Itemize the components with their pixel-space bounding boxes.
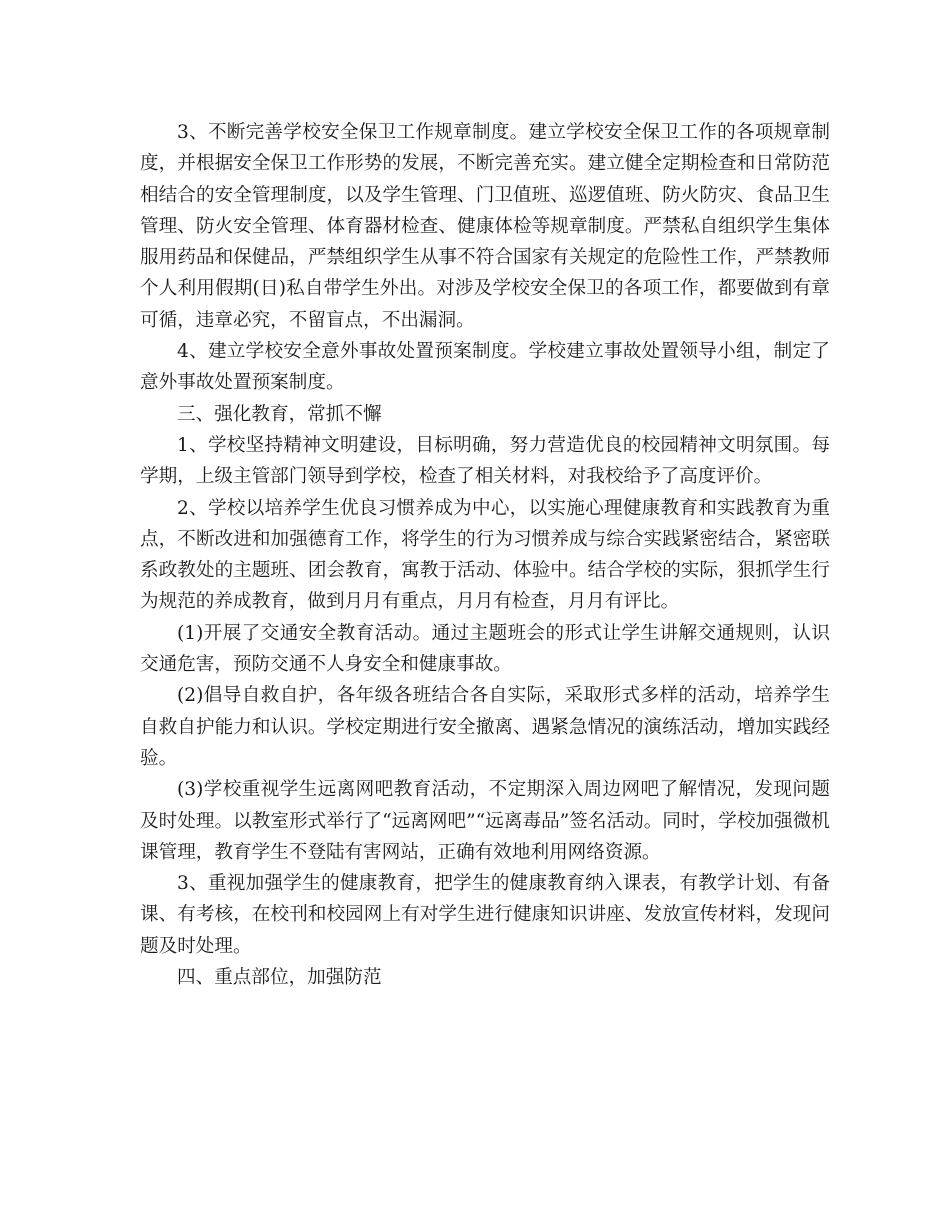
section-heading-education: 三、强化教育，常抓不懈 bbox=[177, 403, 382, 425]
paragraph-traffic-safety: (1)开展了交通安全教育活动。通过主题班会的形式让学生讲解交通规则，认识交通危害，预防交通不人身安全和健康事故。 bbox=[140, 622, 830, 676]
paragraph-accident-plan: 4、建立学校安全意外事故处置预案制度。学校建立事故处置领导小组，制定了意外事故处置预案制度。 bbox=[140, 341, 830, 394]
paragraph-internet-cafe: (3)学校重视学生远离网吧教育活动，不定期深入周边网吧了解情况，发现问题及时处理。以教室形式举行了“远离网吧”“远离毒品”签名活动。同时，学校加强微机课管理，教育学生不登陆有害网站，正确有效地利用网络资源。 bbox=[140, 779, 830, 863]
paragraph-health-education: 3、重视加强学生的健康教育，把学生的健康教育纳入课表，有教学计划、有备课、有考核，在校刊和校园网上有对学生进行健康知识讲座、发放宣传材料，发现问题及时处理。 bbox=[140, 873, 830, 957]
paragraph-rules-improvement: 3、不断完善学校安全保卫工作规章制度。建立学校安全保卫工作的各项规章制度，并根据安全保卫工作形势的发展，不断完善充实。建立健全定期检查和日常防范相结合的安全管理制度，以及学生管理、门卫值班、巡逻值班、防火防灾、食品卫生管理、防火安全管理、体育器材检查、健康体检等规章制度。严禁私自组织学生集体服用药品和保健品，严禁组织学生从事不符合国家有关规定的危险性工作，严禁教师个人利用假期(日)私自带学生外出。对涉及学校安全保卫的各项工作，都要做到有章可循，违章必究，不留盲点，不出漏洞。 bbox=[140, 122, 830, 331]
document-body bbox=[140, 117, 830, 993]
paragraph-self-rescue: (2)倡导自救自护，各年级各班结合各自实际，采取形式多样的活动，培养学生自救自护能力和认识。学校定期进行安全撤离、遇紧急情况的演练活动，增加实践经验。 bbox=[140, 685, 830, 769]
paragraph-habits: 2、学校以培养学生优良习惯养成为中心，以实施心理健康教育和实践教育为重点，不断改进和加强德育工作，将学生的行为习惯养成与综合实践紧密结合，紧密联系政教处的主题班、团会教育，寓教于活动、体验中。结合学校的实际，狠抓学生行为规范的养成教育，做到月月有重点，月月有检查，月月有评比。 bbox=[140, 497, 830, 613]
section-heading-key-areas: 四、重点部位，加强防范 bbox=[177, 967, 382, 989]
paragraph-civilization: 1、学校坚持精神文明建设，目标明确，努力营造优良的校园精神文明氛围。每学期，上级主管部门领导到学校，检查了相关材料，对我校给予了高度评价。 bbox=[140, 434, 830, 488]
